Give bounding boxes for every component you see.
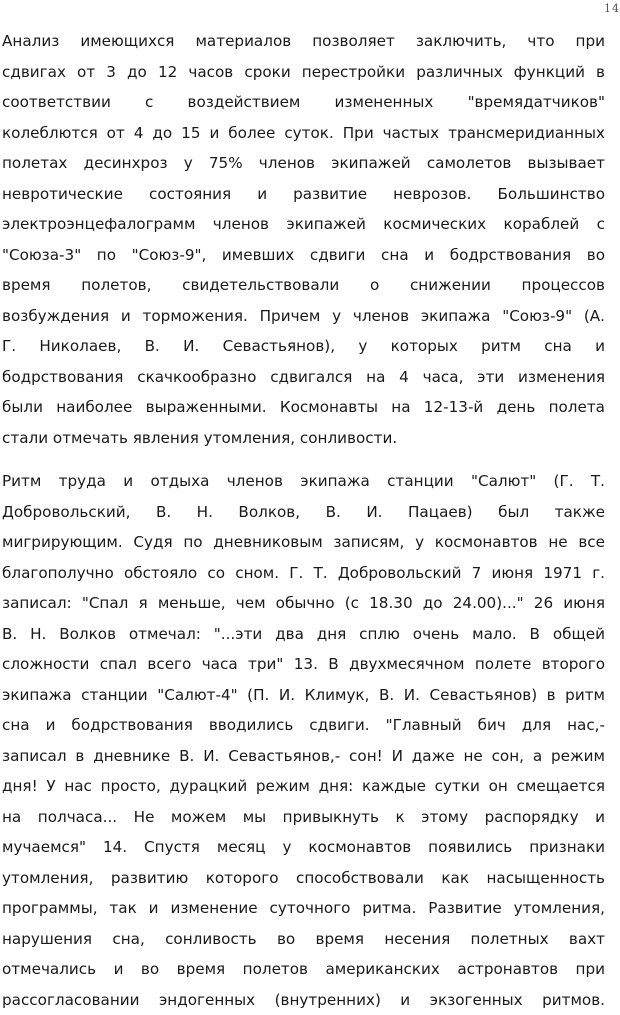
text-line: экипажа станции "Салют-4" (П. И. Климук, В. И. Севастьянов) в ритм [2, 680, 605, 711]
text-line: время полетов, свидетельствовали о снижении процессов [2, 270, 605, 301]
text-line: были наиболее выраженными. Космонавты на 12-13-й день полета [2, 392, 605, 423]
text-line: мучаемся" 14. Спустя месяц у космонавтов появились признаки [2, 832, 605, 863]
text-line: бодрствования скачкообразно сдвигался на 4 часа, эти изменения [2, 362, 605, 393]
text-line: Г. Николаев, В. И. Севастьянов), у которых ритм сна и [2, 331, 605, 362]
text-line: Ритм труда и отдыха членов экипажа станции "Салют" (Г. Т. [2, 466, 605, 497]
text-line: электроэнцефалограмм членов экипажей космических кораблей с [2, 209, 605, 240]
text-line: на полчаса... Не можем мы привыкнуть к этому распорядку и [2, 802, 605, 833]
text-line: мигрирующим. Судя по дневниковым записям, у космонавтов не все [2, 527, 605, 558]
paragraph-2 [2, 466, 605, 1015]
text-line: дня! У нас просто, дурацкий режим дня: каждые сутки он смещается [2, 771, 605, 802]
text-line: программы, так и изменение суточного ритма. Развитие утомления, [2, 893, 605, 924]
text-line: отмечались и во время полетов американских астронавтов при [2, 954, 605, 985]
text-line: стали отмечать явления утомления, сонливости. [2, 423, 605, 454]
text-line: благополучно обстояло со сном. Г. Т. Добровольский 7 июня 1971 г. [2, 558, 605, 589]
paragraph-1 [2, 26, 605, 453]
text-line: рассогласовании эндогенных (внутренних) и экзогенных ритмов. [2, 985, 605, 1015]
text-line: записал в дневнике В. И. Севастьянов,- сон! И даже не сон, а режим [2, 741, 605, 772]
text-line: В. Н. Волков отмечал: "...эти два дня сплю очень мало. В общей [2, 619, 605, 650]
text-line: полетах десинхроз у 75% членов экипажей самолетов вызывает [2, 148, 605, 179]
text-line: невротические состояния и развитие неврозов. Большинство [2, 179, 605, 210]
text-line: сна и бодрствования вводились сдвиги. "Главный бич для нас,- [2, 710, 605, 741]
text-line: Анализ имеющихся материалов позволяет заключить, что при [2, 26, 605, 57]
page-number: 14 [604, 2, 620, 15]
text-line: записал: "Спал я меньше, чем обычно (с 18.30 до 24.00)..." 26 июня [2, 588, 605, 619]
text-line: сложности спал всего часа три" 13. В двухмесячном полете второго [2, 649, 605, 680]
text-line: сдвигах от 3 до 12 часов сроки перестройки различных функций в [2, 57, 605, 88]
text-line: Добровольский, В. Н. Волков, В. И. Пацаев) был также [2, 497, 605, 528]
text-line: нарушения сна, сонливость во время несения полетных вахт [2, 924, 605, 955]
text-line: "Союза-3" по "Союз-9", имевших сдвиги сна и бодрствования во [2, 240, 605, 271]
text-line: возбуждения и торможения. Причем у членов экипажа "Союз-9" (А. [2, 301, 605, 332]
text-line: утомления, развитию которого способствовали как насыщенность [2, 863, 605, 894]
text-line: соответствии с воздействием измененных "времядатчиков" [2, 87, 605, 118]
text-line: колеблются от 4 до 15 и более суток. При частых трансмеридианных [2, 118, 605, 149]
